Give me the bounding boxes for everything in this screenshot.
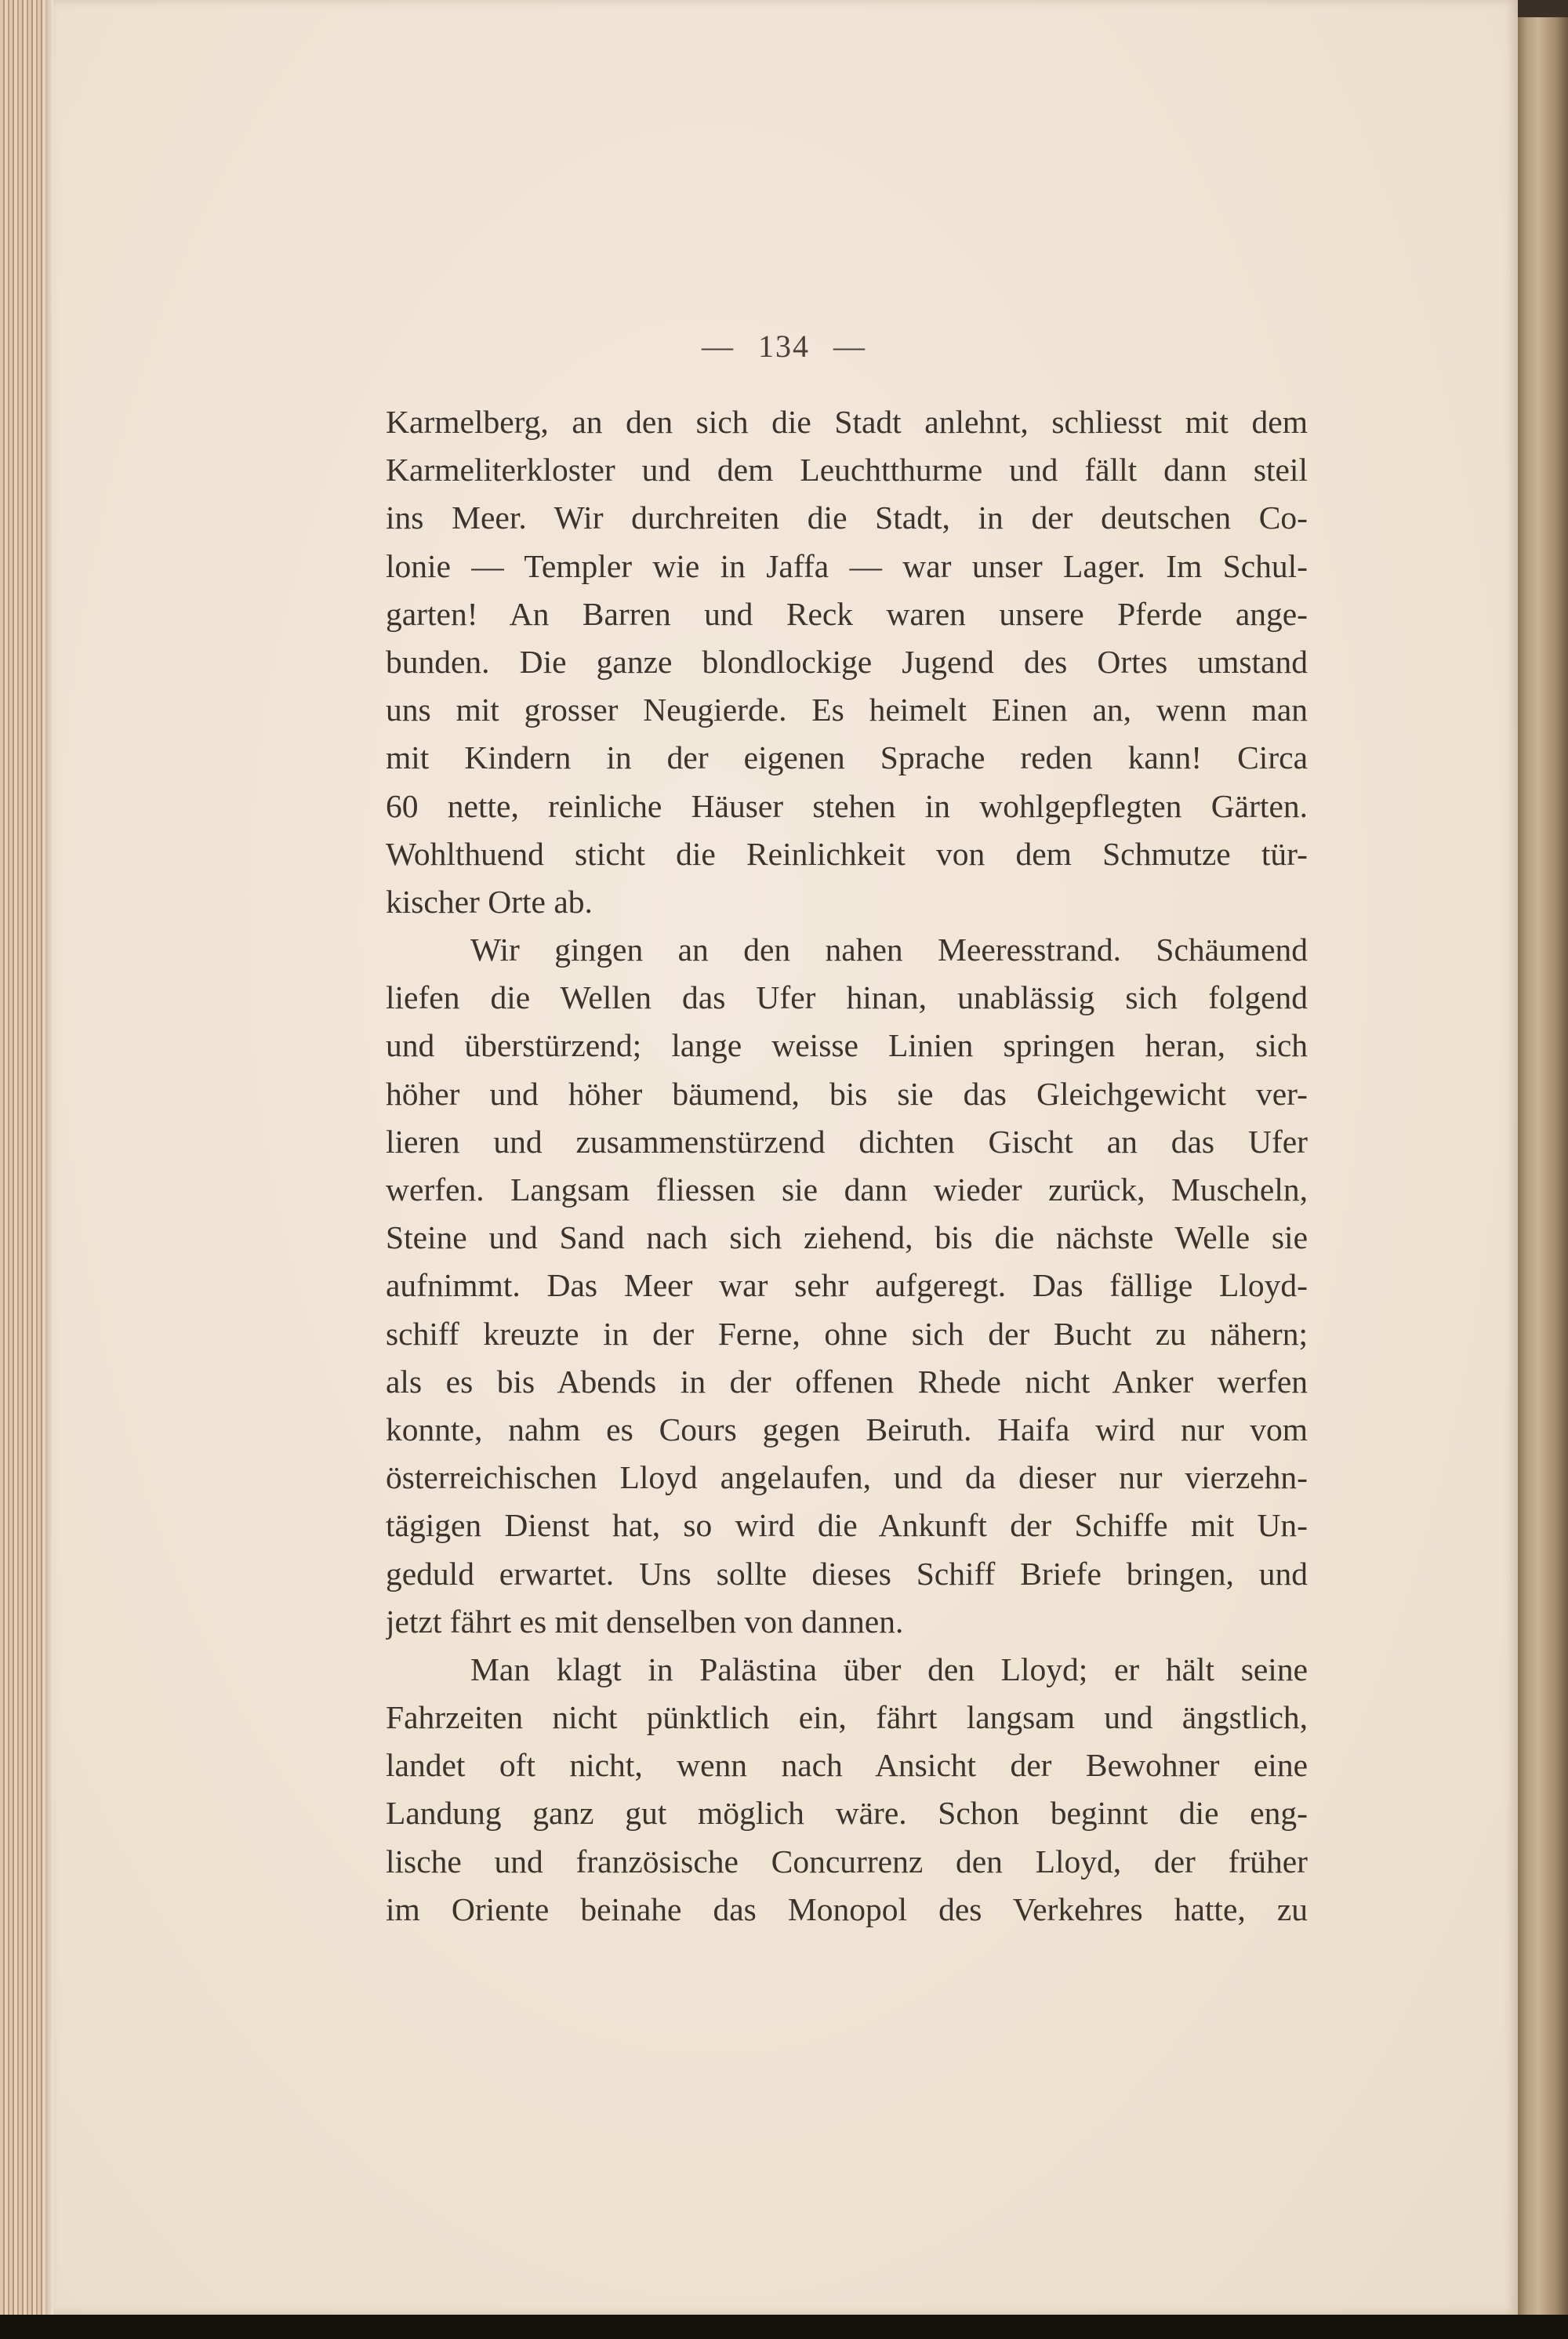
text-line: als es bis Abends in der offenen Rhede nicht Anker werfen: [386, 1363, 1308, 1400]
header-dash-right: —: [833, 329, 866, 364]
text-line: garten! An Barren und Reck waren unsere Pferde ange-: [386, 595, 1308, 632]
text-line: Man klagt in Palästina über den Lloyd; er hält seine: [470, 1651, 1308, 1687]
text-line: Karmelberg, an den sich die Stadt anlehnt, schliesst mit dem: [386, 404, 1308, 440]
text-line: jetzt fährt es mit denselben von dannen.: [386, 1603, 904, 1640]
text-line: Steine und Sand nach sich ziehend, bis die nächste Welle sie: [386, 1219, 1308, 1256]
page-header: [0, 328, 1568, 365]
text-line: österreichischen Lloyd angelaufen, und da dieser nur vierzehn-: [386, 1459, 1308, 1496]
header-dash-left: —: [702, 329, 735, 364]
text-line: im Oriente beinahe das Monopol des Verkehres hatte, zu: [386, 1890, 1308, 1927]
text-line: Wir gingen an den nahen Meeresstrand. Schäumend: [470, 932, 1308, 968]
text-line: werfen. Langsam fliessen sie dann wieder zurück, Muscheln,: [386, 1171, 1308, 1208]
text-line: Karmeliterkloster und dem Leuchtthurme und fällt dann steil: [386, 452, 1308, 489]
text-line: Landung ganz gut möglich wäre. Schon beginnt die eng-: [386, 1795, 1308, 1832]
text-line: lische und französische Concurrenz den Lloyd, der früher: [386, 1843, 1308, 1880]
text-line: ins Meer. Wir durchreiten die Stadt, in der deutschen Co-: [386, 499, 1308, 536]
text-line: liefen die Wellen das Ufer hinan, unablässig sich folgend: [386, 979, 1308, 1016]
text-line: tägigen Dienst hat, so wird die Ankunft der Schiffe mit Un-: [386, 1507, 1308, 1544]
page-number: 134: [758, 329, 810, 364]
text-line: kischer Orte ab.: [386, 883, 593, 920]
text-line: uns mit grosser Neugierde. Es heimelt Einen an, wenn man: [386, 692, 1308, 728]
text-line: konnte, nahm es Cours gegen Beiruth. Haifa wird nur vom: [386, 1411, 1308, 1447]
text-line: aufnimmt. Das Meer war sehr aufgeregt. Das fällige Lloyd-: [386, 1267, 1308, 1304]
text-line: landet oft nicht, wenn nach Ansicht der Bewohner eine: [386, 1747, 1308, 1784]
text-line: 60 nette, reinliche Häuser stehen in wohlgepflegten Gärten.: [386, 787, 1308, 824]
text-line: und überstürzend; lange weisse Linien springen heran, sich: [386, 1027, 1308, 1064]
body-text: [386, 398, 1308, 1934]
text-line: mit Kindern in der eigenen Sprache reden kann! Circa: [386, 739, 1308, 776]
text-line: Fahrzeiten nicht pünktlich ein, fährt langsam und ängstlich,: [386, 1699, 1308, 1736]
scan-bottom-strip: [0, 2315, 1568, 2339]
text-line: höher und höher bäumend, bis sie das Gleichgewicht ver-: [386, 1075, 1308, 1112]
text-line: geduld erwartet. Uns sollte dieses Schiff Briefe bringen, und: [386, 1555, 1308, 1592]
text-line: schiff kreuzte in der Ferne, ohne sich der Bucht zu nähern;: [386, 1315, 1308, 1352]
text-line: Wohlthuend sticht die Reinlichkeit von dem Schmutze tür-: [386, 835, 1308, 872]
text-line: lieren und zusammenstürzend dichten Gischt an das Ufer: [386, 1123, 1308, 1160]
text-line: lonie — Templer wie in Jaffa — war unser Lager. Im Schul-: [386, 547, 1308, 584]
text-line: bunden. Die ganze blondlockige Jugend des Ortes umstand: [386, 643, 1308, 680]
